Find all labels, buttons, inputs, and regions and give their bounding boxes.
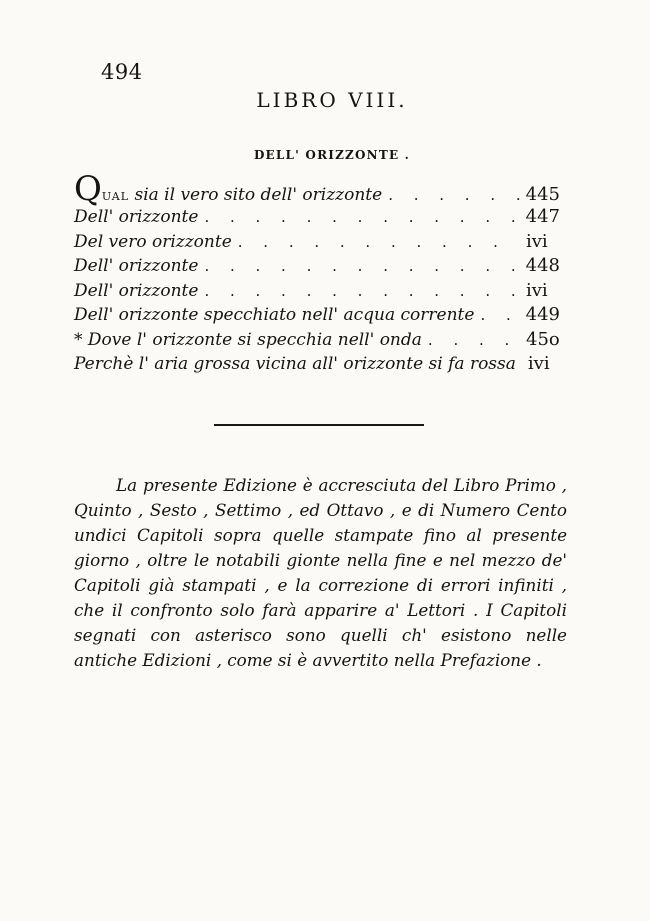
toc-entry-page: 45o [526,328,560,350]
toc-entry [74,304,560,329]
toc-entry-title: Perchè l' aria grossa vicina all' orizzonte si fa rossa [74,354,516,374]
dot-leader [204,282,520,300]
toc-entry [74,206,560,231]
dot-leader [388,186,519,204]
book-title: LIBRO VIII. [256,88,408,112]
toc-entry-title: Dell' orizzonte [74,280,199,301]
toc-entry [74,255,560,280]
section-title: DELL' ORIZZONTE . [253,148,411,162]
table-of-contents [74,169,560,378]
toc-entry [74,169,560,209]
toc-entry-title: Del vero orizzonte [74,231,232,252]
toc-entry-title: * Dove l' orizzonte si specchia nell' onda [74,329,422,350]
toc-entry-text: sia il vero sito dell' orizzonte [129,185,383,205]
toc-entry-page: ivi [527,353,550,374]
toc-entry-title: Dell' orizzonte [74,256,199,276]
toc-entry-page: 449 [525,304,560,325]
toc-entry-title [74,169,383,209]
dot-leader [204,257,519,275]
dot-leader [480,306,519,324]
toc-entry-page: ivi [526,279,548,301]
toc-entry-page: 448 [525,255,560,276]
toc-entry [74,329,560,354]
horizontal-rule [214,424,424,426]
drop-cap: Q [74,169,102,209]
toc-entry-page: 445 [525,184,560,205]
toc-entry [74,353,560,378]
toc-entry-title: Dell' orizzonte [74,207,199,227]
dot-leader [238,233,520,251]
small-caps-word: UAL [101,190,130,203]
dot-leader [428,331,520,349]
toc-entry-title: Dell' orizzonte specchiato nell' acqua corrente [74,305,475,325]
edition-note: La presente Edizione è accresciuta del Libro Primo , Quinto , Sesto , Settimo , ed Ottavo , e di Numero Cento undici Capitoli sopra quelle stampate fino al presente giorno , oltre le notabili gionte nella fine e nel mezzo de' Capitoli già stampati , e la correzione di errori infiniti , che il confronto solo farà apparire a' Lettori . I Capitoli segnati con asterisco sono quelli ch' esistono nelle antiche Edizioni , come si è avvertito nella Prefazione . [74,475,567,670]
toc-entry-page: 447 [525,206,560,227]
toc-entry [74,231,560,256]
toc-entry-page: ivi [526,230,548,252]
toc-entry [74,280,560,305]
page-number: 494 [101,60,143,84]
dot-leader [204,208,519,226]
